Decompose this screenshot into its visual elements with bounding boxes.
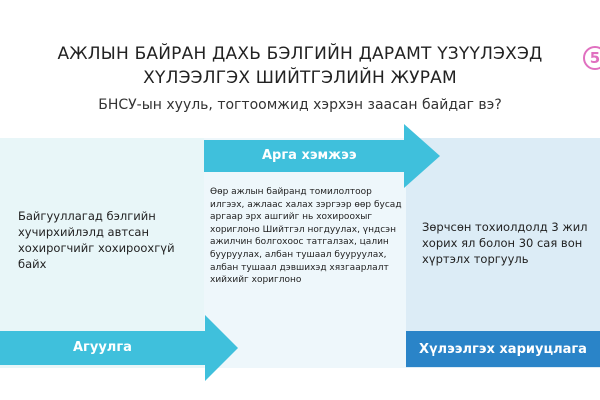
liability-text: Зөрчсөн тохиолдолд 3 жил хорих ял болон 30 сая вон хүртэлх торгууль — [422, 220, 588, 266]
slide-title-line-1: АЖЛЫН БАЙРАН ДАХЬ БЭЛГИЙН ДАРАМТ ҮЗҮҮЛЭХЭД — [57, 44, 543, 64]
slide-subtitle: БНСУ-ын хууль, тогтоомжид хэрхэн заасан байдаг вэ? — [98, 97, 502, 113]
slide-title — [40, 42, 560, 90]
content-heading: Агуулга — [73, 340, 132, 355]
content-text: Байгууллагад бэлгийн хучирхийлэлд автсан хохирогчийг хохироохгүй байх — [18, 209, 175, 271]
page-number-badge: 5 — [583, 46, 600, 70]
measures-text: Өөр ажлын байранд томилолтоор илгээх, ажлаас халах зэргээр өөр бусад аргаар эрх ашгийг нь хохироохыг хориглоно Шийтгэл ногдуулах, үндсэн ажилчин болгохоос татгалзах, цалин бууруулах, албан тушаал бууруулах, албан тушаал дэвшихэд хязгаарлалт хийхийг хориглоно — [210, 187, 402, 286]
slide-title-line-2: ХҮЛЭЭЛГЭХ ШИЙТГЭЛИЙН ЖУРАМ — [143, 68, 457, 88]
measures-heading: Арга хэмжээ — [262, 148, 357, 163]
liability-heading-bar — [406, 331, 600, 367]
liability-heading: Хүлээлгэх хариуцлага — [419, 341, 587, 357]
